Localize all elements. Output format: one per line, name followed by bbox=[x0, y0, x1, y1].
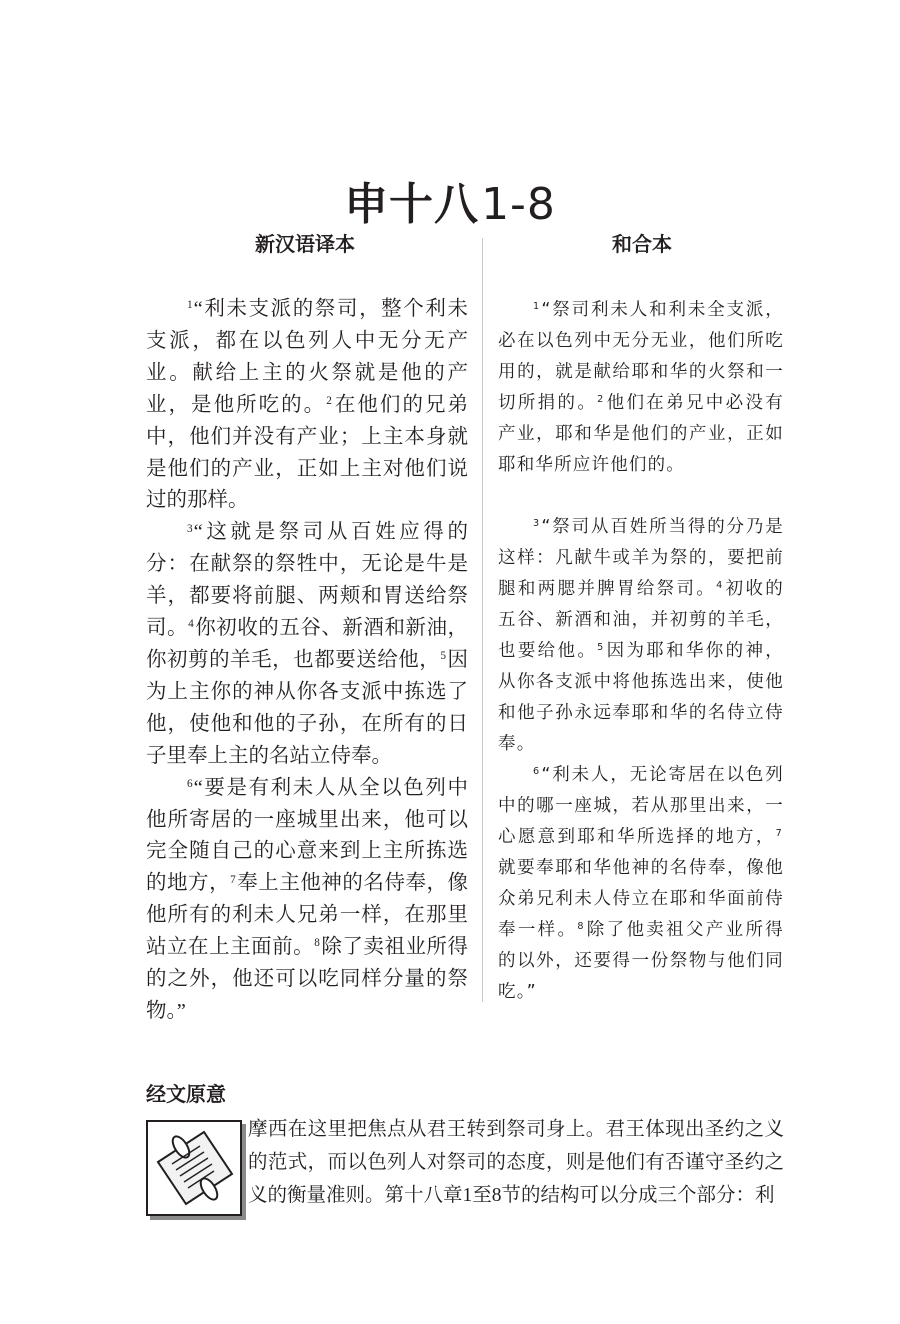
verse-number: 7 bbox=[775, 828, 783, 840]
paragraph bbox=[146, 294, 468, 517]
title-reference: 1-8 bbox=[481, 179, 556, 231]
verse-number: 3 bbox=[187, 522, 193, 535]
left-translation-column bbox=[146, 294, 468, 1028]
scroll-icon bbox=[146, 1120, 242, 1216]
verse-text: “利未支派的祭司，整个利未支派，都在以色列人中无分无产业。献给上主的火祭就是他的产业，是他所吃的。 bbox=[146, 298, 468, 416]
verse-text: “祭司利未人和利未全支派，必在以色列中无分无业，他们所吃用的，就是献给耶和华的火祭和一切所捐的。 bbox=[498, 300, 784, 413]
verse-text: 你初收的五谷、新酒和新油，你初剪的羊毛，也都要送给他， bbox=[146, 617, 469, 671]
verse-number: 4 bbox=[188, 618, 194, 631]
verse-number: 5 bbox=[440, 650, 446, 663]
verse-number: 5 bbox=[597, 642, 605, 654]
verse-number: 3 bbox=[533, 518, 541, 530]
left-column-heading: 新汉语译本 bbox=[255, 232, 355, 256]
section-heading: 经文原意 bbox=[146, 1082, 226, 1106]
verse-text: 他们在弟兄中必没有产业，耶和华是他们的产业，正如耶和华所应许他们的。 bbox=[498, 393, 784, 475]
verse-number: 6 bbox=[187, 777, 193, 790]
verse-number: 2 bbox=[326, 394, 332, 407]
verse-text: 初收的五谷、新酒和油，并初剪的羊毛，也要给他。 bbox=[498, 579, 784, 661]
verse-number: 7 bbox=[230, 873, 236, 886]
verse-number: 8 bbox=[577, 921, 585, 933]
right-column-heading: 和合本 bbox=[612, 232, 672, 256]
verse-text: 因为上主你的神从你各支派中拣选了他，使他和他的子孙，在所有的日子里奉上主的名站立侍奉。 bbox=[146, 648, 469, 767]
verse-text: “要是有利未人从全以色列中他所寄居的一座城里出来，他可以完全随自己的心意来到上主所拣选的地方， bbox=[146, 776, 468, 895]
column-divider bbox=[482, 238, 483, 1002]
paragraph bbox=[498, 295, 784, 481]
verse-text: 除了卖祖业所得的之外，他还可以吃同样分量的祭物。” bbox=[146, 936, 469, 1022]
verse-number: 8 bbox=[314, 937, 320, 950]
verse-text: “祭司从百姓所当得的分乃是这样：凡献牛或羊为祭的，要把前腿和两腮并脾胃给祭司。 bbox=[498, 517, 784, 599]
paragraph bbox=[146, 517, 468, 772]
verse-number: 2 bbox=[597, 394, 605, 406]
verse-text: “这就是祭司从百姓应得的分：在献祭的祭牲中，无论是牛是羊，都要将前腿、两颊和胃送给祭司。 bbox=[146, 521, 468, 640]
paragraph bbox=[146, 773, 468, 1028]
commentary-text: 摩西在这里把焦点从君王转到祭司身上。君王体现出圣约之义的范式，而以色列人对祭司的态度，则是他们有否谨守圣约之义的衡量准则。第十八章1至8节的结构可以分成三个部分：利 bbox=[248, 1119, 784, 1206]
right-translation-column bbox=[498, 295, 784, 1008]
verse-number: 4 bbox=[716, 580, 724, 592]
verse-number: 1 bbox=[533, 301, 541, 313]
verse-text: “利未人，无论寄居在以色列中的哪一座城，若从那里出来，一心愿意到耶和华所选择的地方， bbox=[498, 765, 784, 847]
verse-text: 就要奉耶和华他神的名侍奉，像他众弟兄利未人侍立在耶和华面前侍奉一样。 bbox=[498, 858, 784, 940]
verse-text: 因为耶和华你的神，从你各支派中将他拣选出来，使他和他子孙永远奉耶和华的名侍立侍奉。 bbox=[498, 641, 784, 754]
paragraph bbox=[498, 760, 784, 1008]
verse-text: 在他们的兄弟中，他们并没有产业；上主本身就是他们的产业，正如上主对他们说过的那样。 bbox=[146, 393, 469, 512]
page-title bbox=[0, 177, 900, 233]
verse-text: 除了他卖祖父产业所得的以外，还要得一份祭物与他们同吃。” bbox=[498, 920, 784, 1002]
verse-number: 1 bbox=[187, 299, 193, 312]
title-text: 申十八 bbox=[344, 179, 480, 231]
verse-text: 奉上主他神的名侍奉，像他所有的利未人兄弟一样，在那里站立在上主面前。 bbox=[146, 872, 469, 959]
paragraph bbox=[498, 512, 784, 760]
verse-number: 6 bbox=[533, 766, 541, 778]
